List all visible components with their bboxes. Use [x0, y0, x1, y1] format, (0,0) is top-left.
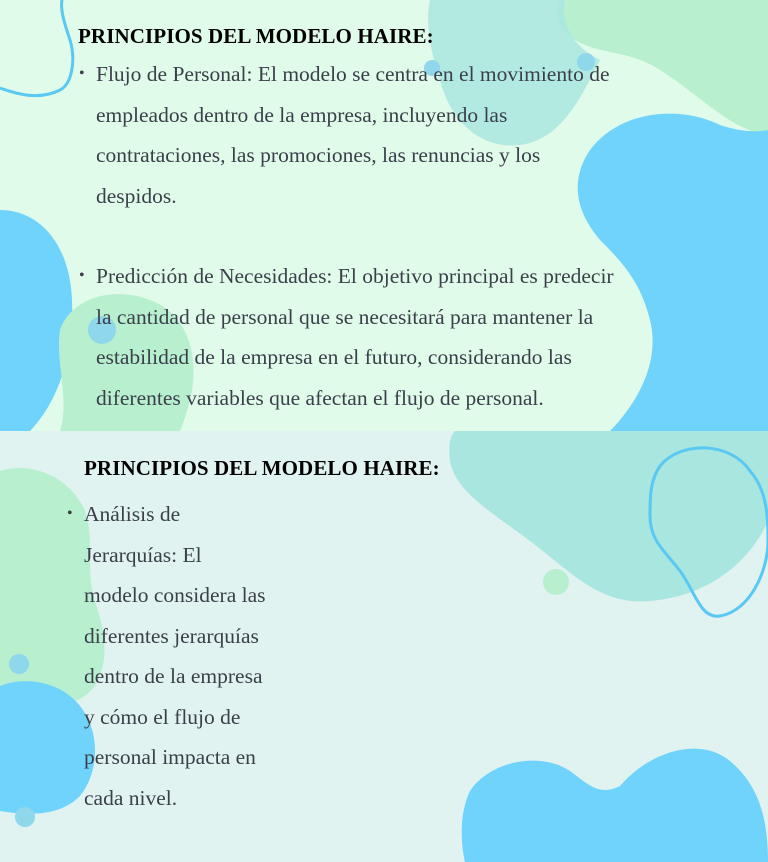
- list-item: • Flujo de Personal: El modelo se centra en el movimiento de empleados dentro de la empresa, incluyendo las contrataciones, las promociones, las renuncias y los despidos.: [96, 54, 614, 216]
- bullet-icon: •: [79, 267, 85, 284]
- list-item: • Análisis de Jerarquías: El modelo considera las diferentes jerarquías dentro de la empresa y cómo el flujo de personal impacta en cada nivel.: [84, 494, 266, 818]
- bullet-icon: •: [79, 65, 85, 82]
- slide-2-title: PRINCIPIOS DEL MODELO HAIRE:: [84, 456, 440, 480]
- slide-2-bullet-list: [67, 494, 266, 818]
- slide-1-bullet-list: [79, 54, 614, 418]
- bullet-icon: •: [67, 505, 73, 522]
- slide-1-title: PRINCIPIOS DEL MODELO HAIRE:: [78, 24, 434, 48]
- list-item: • Predicción de Necesidades: El objetivo principal es predecir la cantidad de personal que se necesitará para mantener la estabilidad de la empresa en el futuro, considerando las diferentes variables que afectan el flujo de personal.: [96, 256, 614, 418]
- slide-2: [0, 431, 768, 862]
